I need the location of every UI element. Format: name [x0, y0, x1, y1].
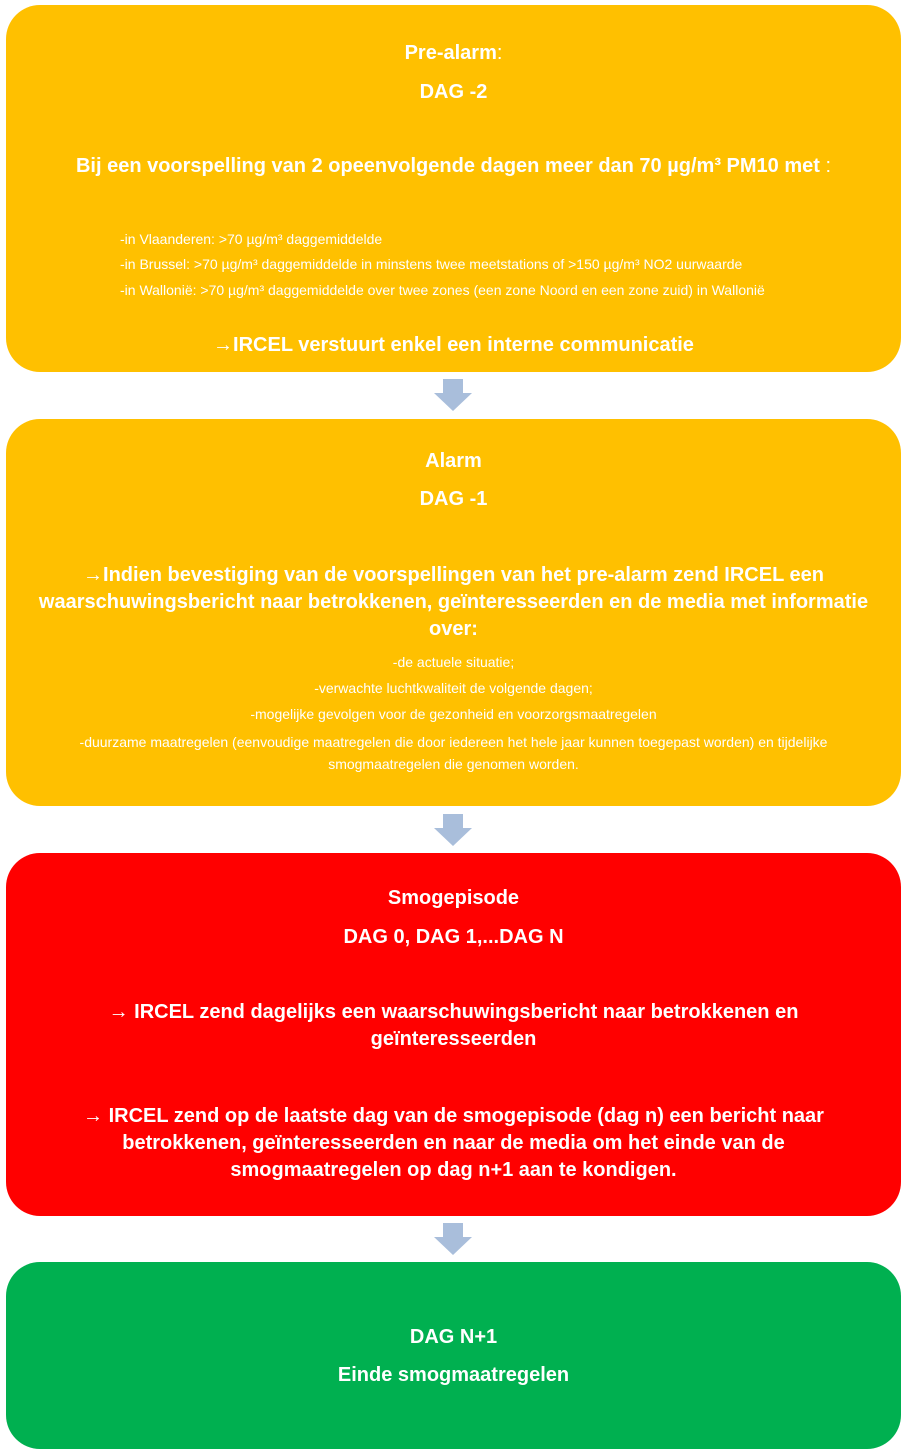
stage-pre-alarm [6, 5, 901, 372]
smog-episode-action-daily: → IRCEL zend dagelijks een waarschuwingsbericht naar betrokkenen en geïnteresseerden [108, 1001, 799, 1050]
pre-alarm-title [6, 41, 901, 65]
pre-alarm-day: DAG -2 [419, 81, 488, 103]
info-item-maatregelen: -duurzame maatregelen (eenvoudige maatregelen die door iedereen het hele jaar kunnen toegepast worden) en tijdelijke smogmaatregelen die genomen worden. [79, 734, 828, 772]
pre-alarm-condition-colon: : [819, 155, 832, 177]
pre-alarm-action: →IRCEL verstuurt enkel een interne communicatie [213, 334, 694, 356]
pre-alarm-condition [6, 154, 901, 178]
stage-smog-episode [6, 853, 901, 1216]
alarm-day: DAG -1 [419, 488, 488, 510]
criterion-vlaanderen: -in Vlaanderen: >70 µg/m³ daggemiddelde [120, 231, 383, 247]
info-item-situatie: -de actuele situatie; [392, 654, 515, 670]
alarm-title: Alarm [425, 450, 482, 472]
end-title: Einde smogmaatregelen [337, 1364, 570, 1386]
stage-end [6, 1262, 901, 1449]
arrow-down-icon [434, 379, 472, 411]
smog-episode-days: DAG 0, DAG 1,...DAG N [343, 926, 564, 948]
pre-alarm-title-text: Pre-alarm [404, 42, 497, 64]
info-item-luchtkwaliteit: -verwachte luchtkwaliteit de volgende dagen; [314, 680, 593, 696]
stage-alarm [6, 419, 901, 806]
arrow-down-icon [434, 814, 472, 846]
alarm-action: →Indien bevestiging van de voorspellingen van het pre-alarm zend IRCEL een waarschuwingsbericht naar betrokkenen, geïnteresseerden en de media met informatie over: [38, 564, 869, 640]
info-item-gezondheid: -mogelijke gevolgen voor de gezonheid en voorzorgsmaatregelen [250, 706, 657, 722]
criterion-brussel: -in Brussel: >70 µg/m³ daggemiddelde in minstens twee meetstations of >150 µg/m³ NO2 uurwaarde [120, 256, 743, 272]
pre-alarm-condition-text: Bij een voorspelling van 2 opeenvolgende dagen meer dan 70 µg/m³ PM10 met [75, 155, 820, 177]
arrow-down-icon [434, 1223, 472, 1255]
pre-alarm-title-colon: : [496, 42, 503, 64]
smog-episode-action-last-day: → IRCEL zend op de laatste dag van de smogepisode (dag n) een bericht naar betrokkenen, geïnteresseerden en naar de media om het einde van de smogmaatregelen op dag n+1 aan te kondigen. [83, 1105, 824, 1181]
end-day: DAG N+1 [409, 1326, 498, 1348]
smog-episode-title: Smogepisode [387, 887, 520, 909]
criterion-wallonie: -in Wallonië: >70 µg/m³ daggemiddelde over twee zones (een zone Noord en een zone zuid) in Wallonië [120, 282, 765, 298]
